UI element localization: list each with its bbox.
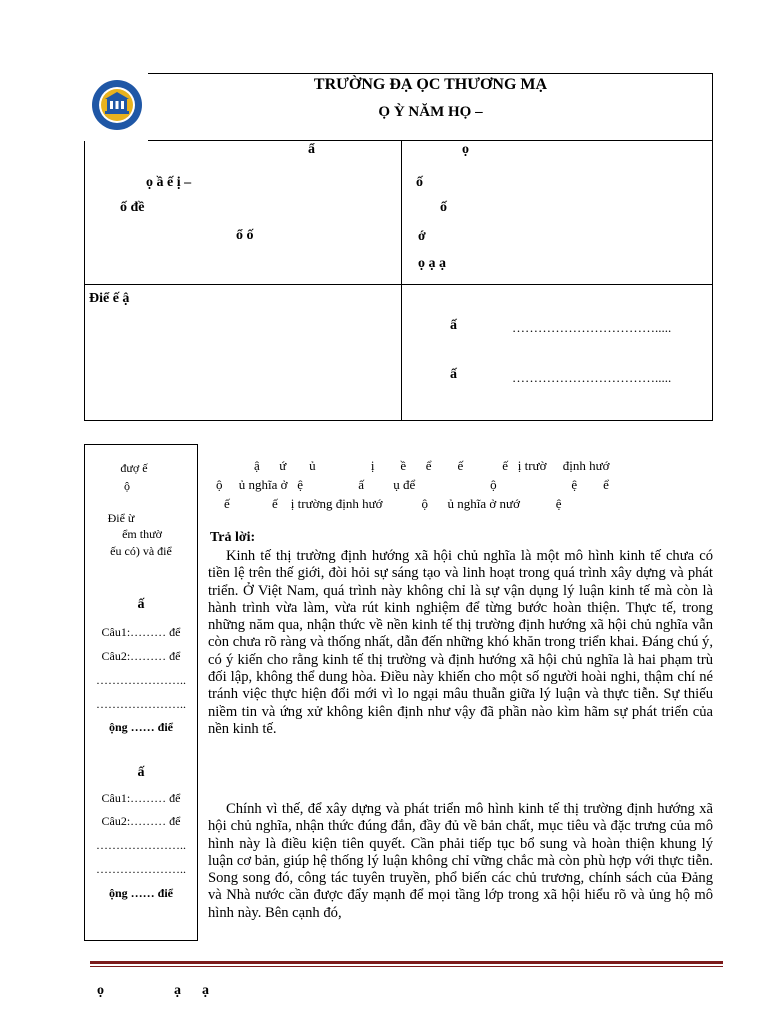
grader1-dots2: ………………….. [96,697,186,711]
sidebar-line2: ộ [124,479,130,493]
grader2-total: ộng …… điể [108,886,173,900]
signature1-dots: ……………………………..... [512,320,672,335]
signature2-dots: ……………………………..... [512,370,672,385]
grader1-heading: ấ [137,597,145,612]
answer-paragraph-2: Chính vì thế, để xây dựng và phát triển mô hình kinh tế thị trường định hướng xã hội chủ nghĩa, nhận thức đúng đắn, đầy đủ về bản chất, mục tiêu và đặc trưng của mô hình này là điều kiện tiên quyết. Cần phải tiếp tục bổ sung và hoàn thiện khung lý luận cơ bản, giúp hệ thống lý luận không chỉ vững chắc mà còn phù hợp với thực tiễn. Song song đó, công tác tuyên truyền, phổ biến các chủ trương, chính sách của Đảng và Nhà nước cần được đẩy mạnh để mọi tầng lớp trong xã hội hiểu rõ và ủng hộ mô hình này. Bên cạnh đó, [208,801,713,921]
info-left-line3: ổ ố [236,228,254,243]
grader2-q1: Câu1:……… để [101,791,181,805]
sidebar-line4: ểm thườ [122,527,162,541]
header-row-divider [84,284,713,285]
exam-title: Ọ Ỳ NĂM HỌ – [378,104,483,120]
question-line1: ậ ứ ủ ị ề ể ế ế ị trườ định hướ [254,458,610,473]
exam-header-box [84,73,713,421]
grader2-q2: Câu2:……… để [101,814,181,828]
footer-rule-thin [90,966,723,967]
info-left-line2: ố đề [120,200,145,215]
signature1-label: ấ [450,318,457,333]
info-right-line1: ố [416,175,423,190]
university-title: TRƯỜNG ĐẠ ỌC THƯƠNG MẠ [313,76,548,93]
question-line2: ộ ủ nghĩa ở ệ ấ ụ để ộ ệ ể [216,477,609,492]
header-divider [148,140,713,141]
info-right-line3: ớ [418,229,426,244]
header-column-divider [401,140,402,421]
grader1-total: ộng …… điể [108,720,173,734]
sidebar-line3: Điể ừ [107,511,135,525]
grader2-dots2: ………………….. [96,862,186,876]
signature2-label: ấ [450,367,457,382]
footer-rule [90,961,723,964]
footer-text: ọ ạ ạ [97,983,209,998]
university-logo-icon [91,79,143,131]
answer-heading: Trả lời: [210,530,256,545]
grader2-heading: ấ [137,765,145,780]
answer-paragraph-1: Kinh tế thị trường định hướng xã hội chủ nghĩa là một mô hình kinh tế chưa có tiền lệ trên thế giới, đòi hỏi sự sáng tạo và linh hoạt trong quá trình xây dựng và phát triển. Ở Việt Nam, quá trình này không chỉ là sự vận dụng lý luận kinh tế mà còn là hành trình vừa làm, vừa rút kinh nghiệm để từng bước hoàn thiện. Thực tế, trong những năm qua, nhận thức về nền kinh tế thị trường định hướng xã hội chủ nghĩa vẫn còn chưa rõ ràng và thống nhất, dẫn đến những khó khăn trong triển khai. Đáng chú ý, có ý kiến cho rằng kinh tế thị trường và định hướng xã hội chủ nghĩa là hai phạm trù đối lập, không thể dung hòa. Điều này khiến cho một số người hoài nghi, thậm chí né tránh việc thực hiện đổi mới vì lo ngại mâu thuẫn giữa lý luận và thực tiễn. Sự thiếu niềm tin và ứng xử không kiên định như vậy đã phần nào kìm hãm sự phát triển của nền kinh tế. [208,548,713,737]
grader1-q1: Câu1:……… để [101,625,181,639]
info-right-line4: ọ ạ ạ [418,256,446,271]
sidebar-line5: ếu có) và điể [110,544,172,558]
question-line3: ế ế ị trường định hướ ộ ủ nghĩa ở nướ ệ [224,496,562,511]
sidebar-line1: đượ ế [120,461,148,475]
info-right-line2: ố [440,200,447,215]
score-label: Điể ế ậ [89,291,130,306]
info-left-line1: ọ ầ ế ị – [146,175,192,190]
grader2-dots1: ………………….. [96,838,186,852]
grader1-dots1: ………………….. [96,673,186,687]
student-label: ọ [462,142,469,157]
course-label: ẩ [308,142,315,157]
grader1-q2: Câu2:……… để [101,649,181,663]
